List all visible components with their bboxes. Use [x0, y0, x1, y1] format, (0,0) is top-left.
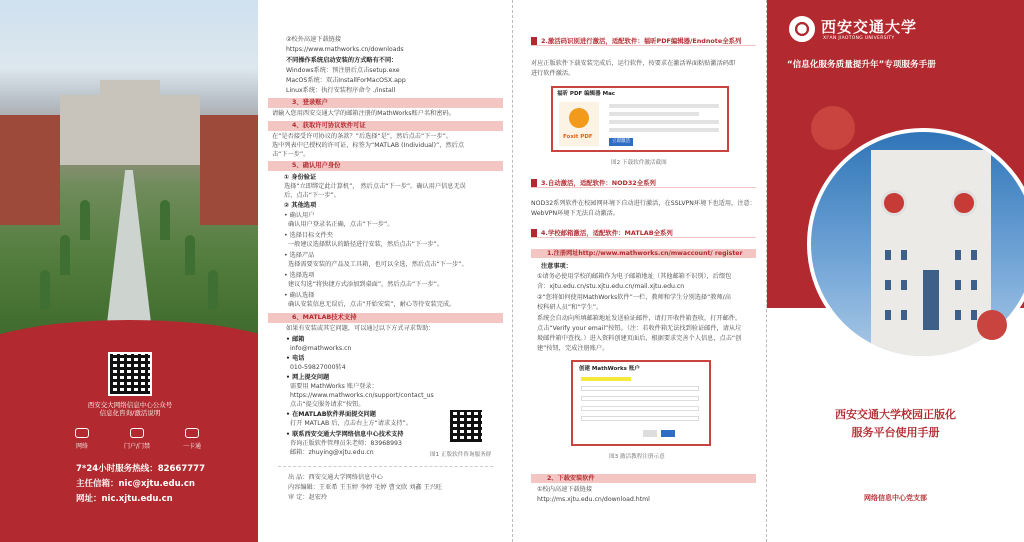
text-line: 打开 MATLAB 后，点击右上方“请求支持”。 — [290, 420, 412, 427]
text-line: 对应正版软件下载安装完成后，运行软件，按要求在激活界面粘贴激活码即 — [531, 60, 736, 67]
credits-reviewer: 审 定：赵宏玲 — [288, 494, 328, 501]
department-name: 网络信息中心党支部 — [864, 494, 927, 502]
section-heading-6: 6、MATLAB技术支持 — [268, 313, 503, 323]
list-item: • 在MATLAB软件界面提交问题 — [286, 411, 376, 418]
text-line: 选择“立即绑定此计算机”， 然后点击“下一步”。确认用户信息无误 — [284, 183, 466, 190]
install-guide-panel — [258, 0, 513, 542]
text-line: 系统会自动向所填邮箱地址发送验证邮件，请打开收件箱查收，打开邮件， — [537, 315, 742, 322]
list-item: • 电话 — [286, 355, 305, 362]
admin-email[interactable]: 邮箱：zhuying@xjtu.edu.cn — [290, 449, 374, 456]
text-line: 需要用 MathWorks 账户登录： — [290, 383, 378, 390]
credits-producer: 出 品：西安交通大学网络信息中心 — [288, 474, 383, 481]
wifi-icon — [75, 428, 89, 438]
director-email[interactable]: 主任信箱：nic@xjtu.edu.cn — [76, 479, 195, 489]
screenshot-title: 创建 MathWorks 账户 — [579, 366, 640, 372]
text-line: ①请务必使用学校的邮箱作为电子邮箱地址（其他邮箱不识别），后缀包 — [537, 273, 732, 280]
text-line: MacOS系统：双击InstallForMacOSX.app — [286, 77, 406, 84]
list-item: • 选择目标文件夹 — [284, 232, 333, 239]
text-line: 进行软件激活。 — [531, 70, 575, 77]
text-line: 圾邮件箱中查找。）进入资料创建页面后，根据要求完善个人信息，点击“创 — [537, 335, 742, 342]
id-card-icon — [185, 428, 199, 438]
text-line: 校科研人员”和“学生”。 — [537, 304, 603, 311]
section-heading-5: 5、确认用户身份 — [268, 161, 503, 171]
qr-caption-2: 信息化咨询/激活说明 — [99, 409, 161, 417]
text-line: 注意事项： — [541, 263, 572, 270]
list-item: • 网上提交问题 — [286, 374, 330, 381]
section-heading-3: 3、登录账户 — [268, 98, 503, 108]
university-seal-icon — [789, 16, 815, 42]
text-line: 不同操作系统启动安装的方式略有不同： — [286, 57, 398, 64]
text-line: ② 其他选项 — [284, 202, 317, 209]
service-card: 一卡通 — [172, 428, 212, 450]
list-item: • 邮箱 — [286, 336, 305, 343]
list-item: • 选择选项 — [284, 272, 315, 279]
text-line: 建议勾选“将快捷方式添加到桌面”，然后点击“下一步”。 — [288, 281, 444, 288]
section-heading-4: 4、获取许可协议软件可证 — [268, 121, 503, 131]
section-heading-2: 2.激活码识别进行激活，适配软件：福昕PDF编辑器/Endnote全系列 — [531, 36, 756, 46]
mathworks-signup-screenshot — [571, 360, 711, 446]
activation-guide-panel — [513, 0, 767, 542]
section-heading-3: 3.自动激活，适配软件：NOD32全系列 — [531, 178, 756, 188]
create-button[interactable] — [661, 430, 675, 437]
text-line: 如果有安装或其它问题，可以通过以下方式寻求帮助： — [286, 325, 435, 332]
text-line: ①校内高速下载链接 — [537, 486, 593, 493]
service-icons — [62, 428, 212, 450]
card-icon — [130, 428, 144, 438]
text-line: 点击“Verify your email”按钮。（注：若收件箱无法找到验证邮件，请从垃 — [537, 325, 742, 332]
screenshot-title: 福昕 PDF 编辑器 Mac — [557, 91, 616, 97]
front-cover-panel — [767, 0, 1024, 542]
section-heading-4: 4.学校邮箱激活，适配软件：MATLAB全系列 — [531, 228, 756, 238]
text-line: 在“是否接受许可协议的条款？”后选择“是”，然后点击“下一步”。 — [272, 133, 453, 140]
text-line: 确认安装信息无误后，点击“开始安装”，耐心等待安装完成。 — [288, 301, 456, 308]
text-line: 咨询正版软件管理员朱老师：83968993 — [290, 440, 402, 447]
cover-title-line-1: 西安交通大学校园正版化 — [835, 408, 956, 421]
text-line: 一般建议选择默认的路径进行安装，然后点击“下一步”。 — [288, 241, 443, 248]
text-line: Windows系统：预注册后点击setup.exe — [286, 67, 400, 74]
support-phone: 010-59827000转4 — [290, 364, 346, 371]
support-email[interactable]: info@mathworks.cn — [290, 345, 352, 352]
hotline: 7*24小时服务热线：82667777 — [76, 464, 206, 474]
register-url[interactable]: 1.注册网址http://www.mathworks.cn/mwaccount/ register — [531, 249, 756, 258]
text-line: ① 身份验证 — [284, 174, 317, 181]
text-line: 击“下一步”。 — [272, 151, 310, 158]
text-line: 点击“提交服务请求”按钮。 — [290, 401, 365, 408]
list-item: • 联系西安交通大学网络信息中心技术支持 — [286, 431, 404, 438]
text-line: 选择需要安装的产品及工具箱，也可以全选，然后点击“下一步”。 — [288, 261, 468, 268]
service-network: 网络 — [62, 428, 102, 450]
text-line: NOD32系列软件在校园网环境下自动进行激活，在SSLVPN环境下也适用，注意： — [531, 200, 756, 207]
qr-caption-1: 西安交大网络信息中心公众号 — [87, 401, 173, 409]
text-line: 请输入您用西安交通大学的邮箱注册的MathWorks账户名和密码。 — [272, 110, 455, 117]
download-link[interactable]: https://www.mathworks.cn/downloads — [286, 46, 404, 53]
cancel-button[interactable] — [643, 430, 657, 437]
text-line: 建”按钮，完成注册账户。 — [537, 345, 609, 352]
figure-caption: 图1 正版软件咨询服务群 — [430, 452, 492, 458]
campus-download-link[interactable]: http://ms.xjtu.edu.cn/download.html — [537, 496, 650, 503]
activate-button[interactable]: 立即激活 — [609, 138, 633, 146]
foxit-activation-screenshot — [551, 86, 729, 152]
foxit-icon — [569, 108, 589, 128]
text-line: Linux系统：执行安装程序命令 ./install — [286, 87, 396, 94]
cover-title-line-2: 服务平台使用手册 — [851, 426, 940, 439]
list-item: • 确认选择 — [284, 292, 315, 299]
text-line: WebVPN环境下无法自动激活。 — [531, 210, 619, 217]
figure-caption: 图3 激活教程注册示意 — [609, 454, 665, 460]
website-link[interactable]: 网址：nic.xjtu.edu.cn — [76, 494, 173, 504]
text-line: 后，点击“下一步”。 — [284, 192, 340, 199]
university-logo: 西安交通大学 — [821, 18, 918, 36]
list-item: • 确认用户 — [284, 212, 315, 219]
support-link[interactable]: https://www.mathworks.cn/support/contact_us — [290, 392, 434, 399]
text-line: 确认用户登录名正确，点击“下一步”。 — [288, 221, 394, 228]
text-line: 选中列表中已授权的许可证，标签为“MATLAB (Individual)”，然后点 — [272, 142, 465, 149]
service-portal: 门户/门禁 — [117, 428, 157, 450]
cover-slogan: “信息化服务质量提升年”专项服务手册 — [787, 60, 936, 70]
text-line: 含：xjtu.edu.cn/stu.xjtu.edu.cn/mail.xjtu.edu.cn — [537, 283, 685, 290]
support-group-qr-code[interactable] — [448, 408, 484, 444]
university-logo-en: XI'AN JIAOTONG UNIVERSITY — [823, 36, 895, 41]
section-heading-download: 2、下载安装软件 — [531, 474, 756, 483]
text-line: ②“您将如何使用MathWorks软件”一栏，教师和学生分别选择“教师/高 — [537, 294, 731, 301]
back-cover-panel — [0, 0, 258, 542]
text-line: ②校外高速下载链接 — [286, 36, 342, 43]
figure-caption: 图2 下载软件激活截图 — [611, 160, 667, 166]
wechat-qr-code[interactable] — [108, 352, 152, 396]
list-item: • 选择产品 — [284, 252, 315, 259]
campus-photo — [0, 0, 258, 340]
foxit-logo: Foxit PDF — [559, 102, 599, 146]
credits-editors: 内容编辑：王亚希 王玉婷 李婷 毛婷 曹文欣 刘鑫 王兴旺 — [288, 484, 443, 491]
